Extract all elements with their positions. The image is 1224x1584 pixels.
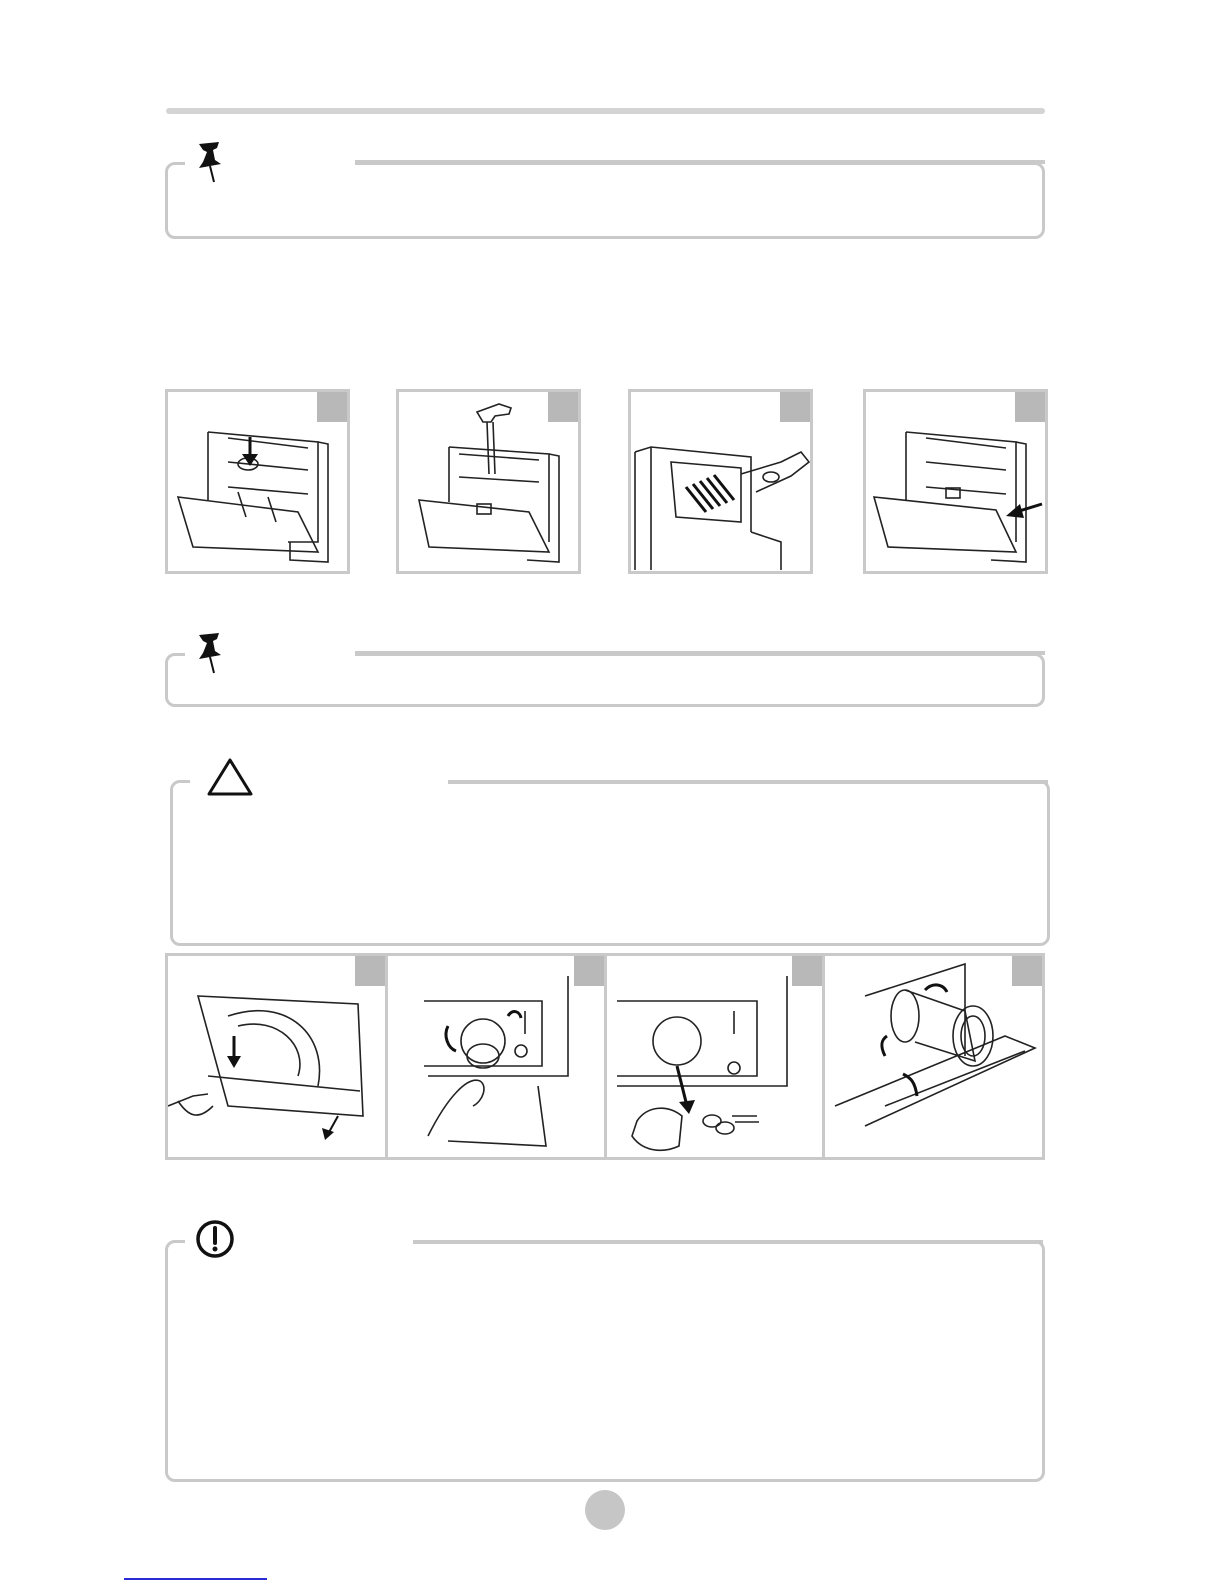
step-corner-marker	[317, 392, 347, 422]
pushpin-icon	[193, 138, 227, 184]
important-box-headline	[413, 1240, 1043, 1244]
exclamation-circle-icon	[194, 1218, 236, 1260]
note-box-1-headline	[355, 160, 1045, 164]
step-corner-marker	[780, 392, 810, 422]
drawer-step-4-frame	[863, 389, 1048, 574]
filter-step-1-illustration	[168, 956, 385, 1157]
warning-box-headline	[448, 780, 1048, 784]
step-corner-marker	[548, 392, 578, 422]
important-box	[165, 1240, 1045, 1482]
drawer-step-3-frame	[628, 389, 813, 574]
filter-step-4-illustration	[825, 956, 1043, 1157]
step-corner-marker	[1015, 392, 1045, 422]
drawer-step-2-frame	[396, 389, 581, 574]
filter-step-2-illustration	[388, 956, 604, 1157]
warning-box	[170, 780, 1050, 946]
note-box-2-headline	[355, 651, 1045, 655]
filter-step-3-illustration	[607, 956, 822, 1157]
page-number-badge	[585, 1490, 625, 1530]
header-rule	[166, 108, 1045, 114]
drawer-step-1-frame	[165, 389, 350, 574]
pushpin-icon	[193, 629, 227, 675]
footer-link-underline[interactable]	[124, 1578, 267, 1580]
warning-triangle-icon	[205, 756, 255, 798]
